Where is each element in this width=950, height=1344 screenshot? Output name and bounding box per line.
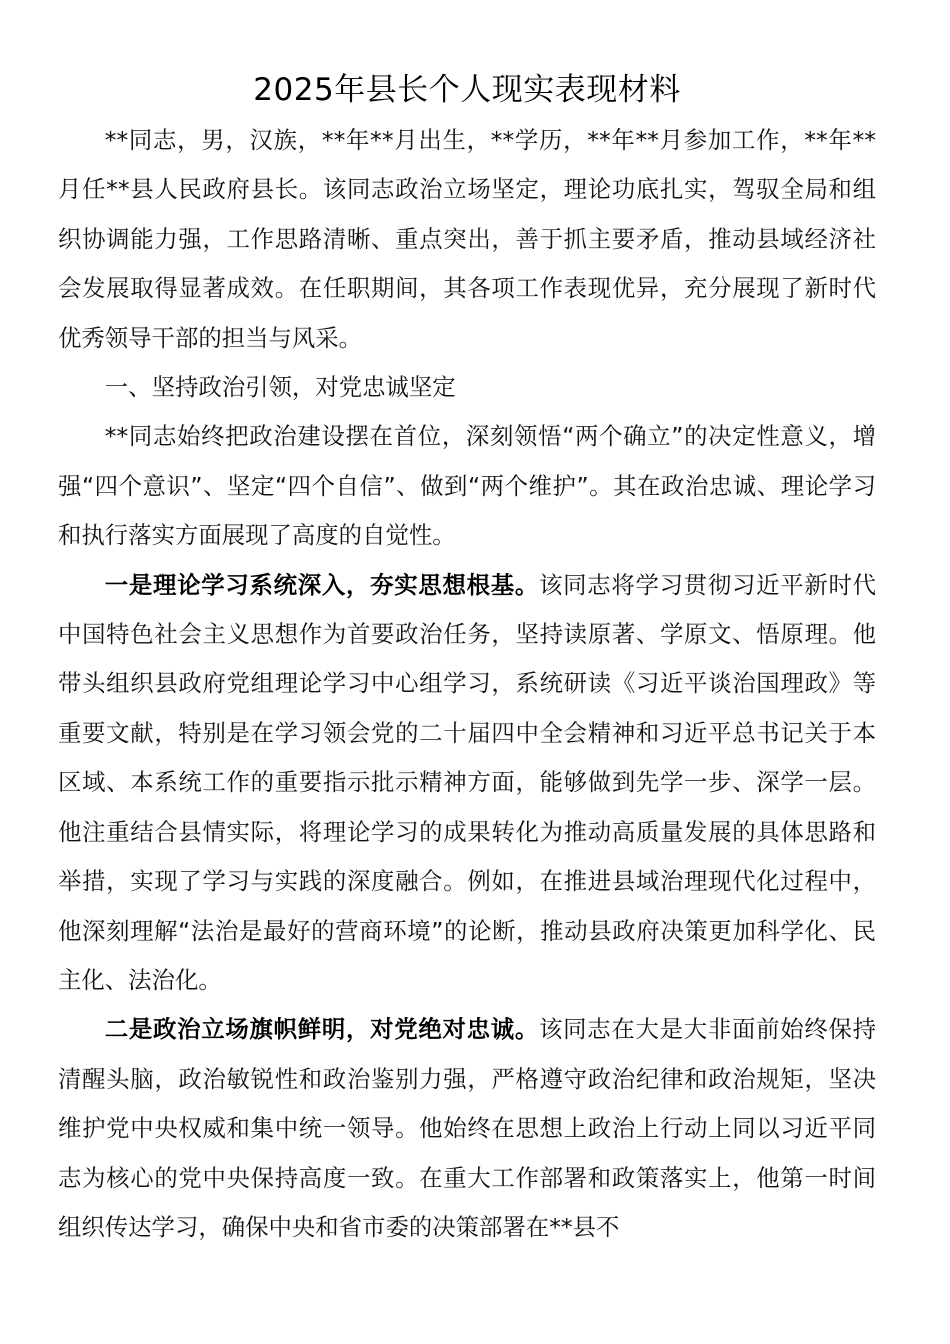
point1-text: 该同志将学习贯彻习近平新时代中国特色社会主义思想作为首要政治任务，坚持读原著、学原文、悟原理。他带头组织县政府党组理论学习中心组学习，系统研读《习近平谈治国理政》等重要文献，特别是在学习领会党的二十届四中全会精神和习近平总书记关于本区域、本系统工作的重要指示批示精神方面，能够做到先学一步、深学一层。他注重结合县情实际，将理论学习的成果转化为推动高质量发展的具体思路和举措，实现了学习与实践的深度融合。例如，在推进县域治理现代化过程中，他深刻理解“法治是最好的营商环境”的论断，推动县政府决策更加科学化、民主化、法治化。 <box>58 570 877 994</box>
point1-lead: 一是理论学习系统深入，夯实思想根基。 <box>104 570 540 599</box>
point2-lead: 二是政治立场旗帜鲜明，对党绝对忠诚。 <box>104 1015 540 1044</box>
point1-paragraph <box>58 561 876 1006</box>
document-page <box>58 66 876 1252</box>
document-title: 2025年县长个人现实表现材料 <box>253 72 681 108</box>
point2-text: 该同志在大是大非面前始终保持清醒头脑，政治敏锐性和政治鉴别力强，严格遵守政治纪律和政治规矩，坚决维护党中央权威和集中统一领导。他始终在思想上政治上行动上同以习近平同志为核心的党中央保持高度一致。在重大工作部署和政策落实上，他第一时间组织传达学习，确保中央和省市委的决策部署在**县不 <box>58 1015 877 1241</box>
intro-paragraph-text: **同志，男，汉族，**年**月出生，**学历，**年**月参加工作，**年**月任**县人民政府县长。该同志政治立场坚定，理论功底扎实，驾驭全局和组织协调能力强，工作思路清晰、重点突出，善于抓主要矛盾，推动县域经济社会发展取得显著成效。在任职期间，其各项工作表现优异，充分展现了新时代优秀领导干部的担当与风采。 <box>58 126 876 352</box>
intro-paragraph <box>58 116 876 363</box>
point2-paragraph <box>58 1005 876 1252</box>
section-heading-1: 一、坚持政治引领，对党忠诚坚定 <box>104 373 456 402</box>
section1-intro-paragraph <box>58 412 876 560</box>
section1-intro-text: **同志始终把政治建设摆在首位，深刻领悟“两个确立”的决定性意义，增强“四个意识”、坚定“四个自信”、做到“两个维护”。其在政治忠诚、理论学习和执行落实方面展现了高度的自觉性。 <box>58 422 876 550</box>
